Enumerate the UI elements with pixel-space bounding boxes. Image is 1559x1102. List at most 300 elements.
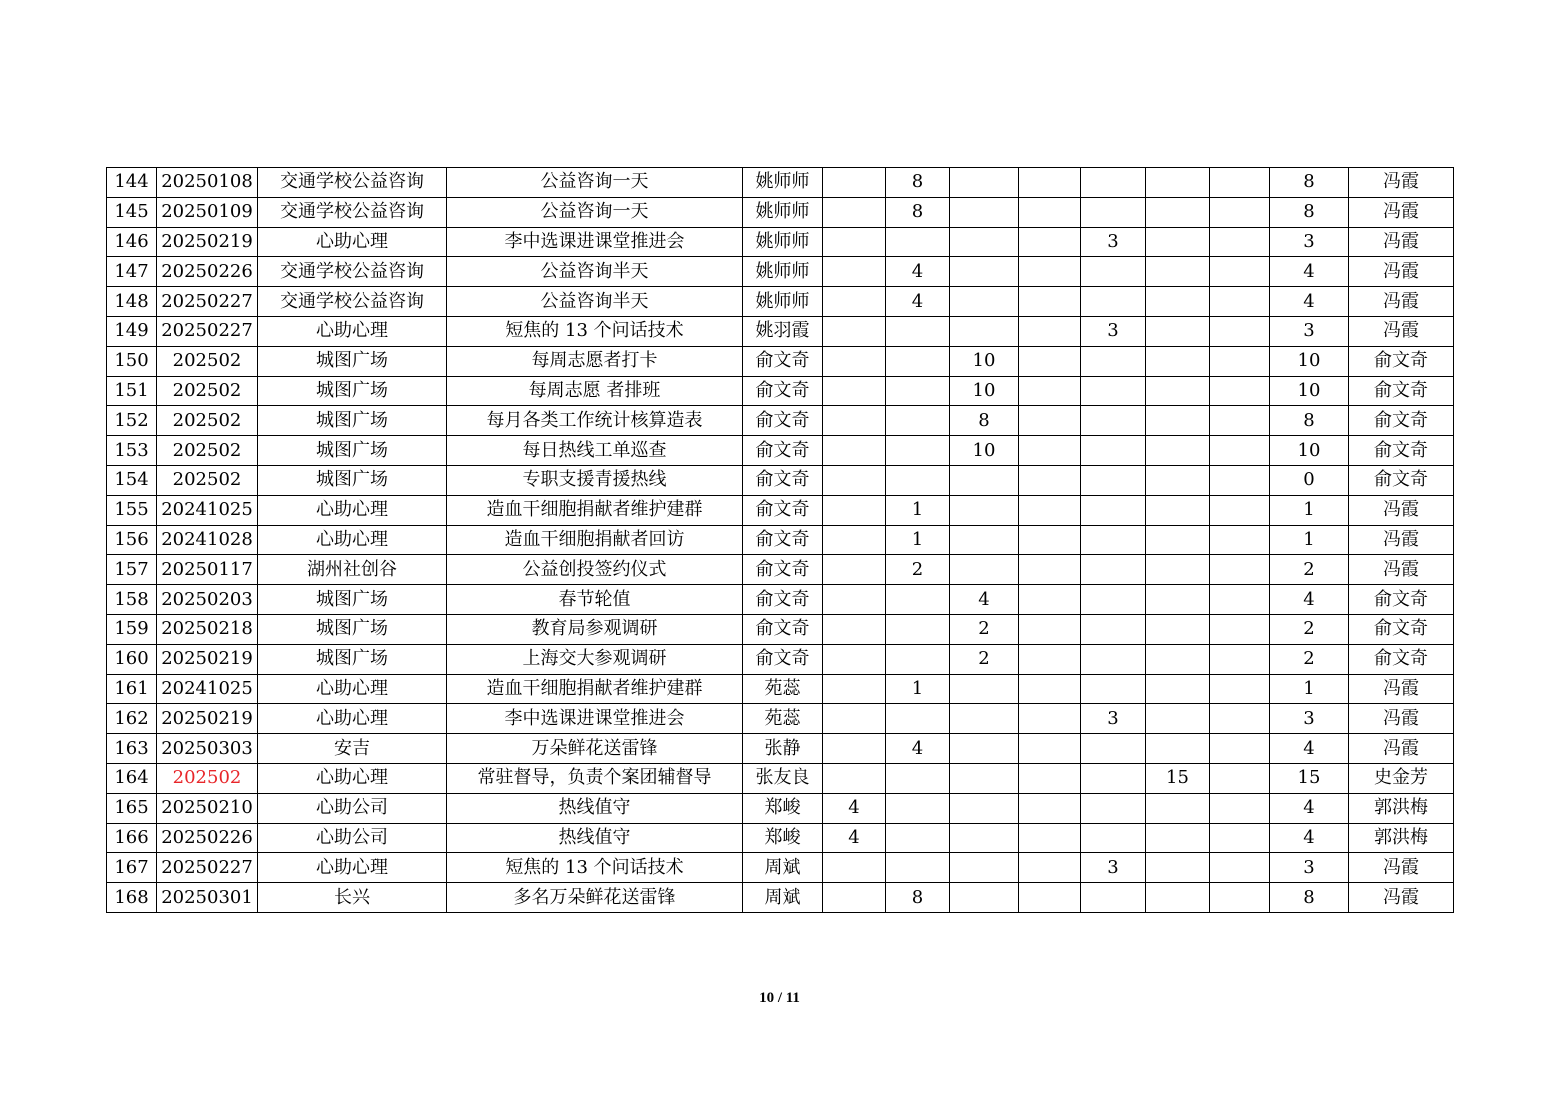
cell-volunteer: 苑蕊 (743, 704, 823, 734)
cell-date: 20250203 (157, 585, 258, 615)
cell-hours-col-7 (1210, 197, 1270, 227)
cell-hours-col-6 (1146, 287, 1210, 317)
cell-hours-col-2: 4 (886, 734, 950, 764)
cell-total-hours: 1 (1270, 525, 1349, 555)
cell-hours-col-5 (1081, 644, 1146, 674)
cell-volunteer: 周斌 (743, 883, 823, 913)
cell-date: 20241028 (157, 525, 258, 555)
cell-activity: 上海交大参观调研 (447, 644, 743, 674)
cell-reviewer: 冯霞 (1349, 197, 1454, 227)
cell-volunteer: 俞文奇 (743, 346, 823, 376)
cell-hours-col-5 (1081, 287, 1146, 317)
cell-total-hours: 8 (1270, 883, 1349, 913)
cell-volunteer: 俞文奇 (743, 436, 823, 466)
cell-date: 20250219 (157, 227, 258, 257)
cell-hours-col-3 (950, 793, 1019, 823)
cell-hours-col-3 (950, 883, 1019, 913)
cell-hours-col-6 (1146, 257, 1210, 287)
cell-hours-col-2 (886, 704, 950, 734)
cell-volunteer: 姚师师 (743, 227, 823, 257)
cell-hours-col-4 (1019, 525, 1081, 555)
cell-activity: 公益咨询半天 (447, 287, 743, 317)
cell-hours-col-6 (1146, 346, 1210, 376)
cell-date: 20250108 (157, 168, 258, 198)
cell-hours-col-5 (1081, 555, 1146, 585)
cell-hours-col-4 (1019, 644, 1081, 674)
cell-row-index: 145 (107, 197, 157, 227)
cell-hours-col-7 (1210, 763, 1270, 793)
cell-reviewer: 俞文奇 (1349, 346, 1454, 376)
cell-hours-col-3: 10 (950, 376, 1019, 406)
cell-reviewer: 俞文奇 (1349, 644, 1454, 674)
cell-hours-col-4 (1019, 585, 1081, 615)
cell-hours-col-3 (950, 555, 1019, 585)
cell-hours-col-6 (1146, 376, 1210, 406)
cell-hours-col-5 (1081, 436, 1146, 466)
cell-organization: 城图广场 (258, 585, 447, 615)
cell-total-hours: 1 (1270, 674, 1349, 704)
table-row (107, 793, 1454, 823)
cell-hours-col-5 (1081, 793, 1146, 823)
cell-date: 20250227 (157, 853, 258, 883)
cell-hours-col-1: 4 (823, 793, 886, 823)
cell-row-index: 155 (107, 495, 157, 525)
cell-activity: 热线值守 (447, 793, 743, 823)
table-row (107, 763, 1454, 793)
cell-total-hours: 10 (1270, 436, 1349, 466)
cell-reviewer: 郭洪梅 (1349, 823, 1454, 853)
cell-hours-col-1 (823, 197, 886, 227)
cell-total-hours: 2 (1270, 555, 1349, 585)
cell-hours-col-2 (886, 853, 950, 883)
cell-total-hours: 8 (1270, 168, 1349, 198)
cell-row-index: 163 (107, 734, 157, 764)
cell-row-index: 164 (107, 763, 157, 793)
cell-hours-col-4 (1019, 197, 1081, 227)
cell-activity: 每周志愿者打卡 (447, 346, 743, 376)
cell-row-index: 150 (107, 346, 157, 376)
cell-hours-col-6 (1146, 614, 1210, 644)
cell-hours-col-2 (886, 793, 950, 823)
cell-total-hours: 10 (1270, 376, 1349, 406)
cell-hours-col-5 (1081, 734, 1146, 764)
cell-row-index: 165 (107, 793, 157, 823)
cell-hours-col-3: 2 (950, 614, 1019, 644)
cell-reviewer: 冯霞 (1349, 555, 1454, 585)
cell-hours-col-3 (950, 316, 1019, 346)
cell-activity: 教育局参观调研 (447, 614, 743, 644)
cell-hours-col-7 (1210, 525, 1270, 555)
cell-date: 20250227 (157, 287, 258, 317)
cell-organization: 心助心理 (258, 763, 447, 793)
table-row (107, 346, 1454, 376)
cell-hours-col-3 (950, 674, 1019, 704)
cell-hours-col-7 (1210, 227, 1270, 257)
cell-organization: 心助心理 (258, 674, 447, 704)
cell-activity: 热线值守 (447, 823, 743, 853)
table-row (107, 525, 1454, 555)
cell-hours-col-6 (1146, 197, 1210, 227)
cell-hours-col-6 (1146, 168, 1210, 198)
cell-hours-col-2: 1 (886, 525, 950, 555)
cell-date: 20250226 (157, 257, 258, 287)
cell-hours-col-3 (950, 465, 1019, 495)
cell-hours-col-5: 3 (1081, 227, 1146, 257)
cell-reviewer: 俞文奇 (1349, 585, 1454, 615)
cell-volunteer: 郑峻 (743, 823, 823, 853)
cell-hours-col-1 (823, 316, 886, 346)
cell-hours-col-5 (1081, 763, 1146, 793)
cell-volunteer: 苑蕊 (743, 674, 823, 704)
cell-hours-col-7 (1210, 883, 1270, 913)
cell-hours-col-1 (823, 614, 886, 644)
cell-reviewer: 冯霞 (1349, 316, 1454, 346)
cell-hours-col-3 (950, 525, 1019, 555)
table-row (107, 465, 1454, 495)
page-number: 10 / 11 (759, 990, 800, 1006)
cell-activity: 造血干细胞捐献者维护建群 (447, 674, 743, 704)
cell-hours-col-6 (1146, 495, 1210, 525)
cell-hours-col-1 (823, 257, 886, 287)
table-row (107, 644, 1454, 674)
table-row (107, 316, 1454, 346)
table-row (107, 287, 1454, 317)
cell-volunteer: 俞文奇 (743, 614, 823, 644)
cell-volunteer: 俞文奇 (743, 495, 823, 525)
cell-total-hours: 3 (1270, 227, 1349, 257)
cell-hours-col-7 (1210, 644, 1270, 674)
cell-hours-col-2: 8 (886, 883, 950, 913)
cell-volunteer: 周斌 (743, 853, 823, 883)
cell-date: 20241025 (157, 674, 258, 704)
cell-total-hours: 2 (1270, 644, 1349, 674)
cell-hours-col-4 (1019, 316, 1081, 346)
cell-date: 20250301 (157, 883, 258, 913)
cell-hours-col-6 (1146, 227, 1210, 257)
cell-reviewer: 俞文奇 (1349, 406, 1454, 436)
cell-hours-col-1 (823, 585, 886, 615)
cell-hours-col-7 (1210, 704, 1270, 734)
cell-hours-col-5 (1081, 465, 1146, 495)
cell-hours-col-7 (1210, 793, 1270, 823)
cell-row-index: 161 (107, 674, 157, 704)
cell-reviewer: 冯霞 (1349, 525, 1454, 555)
cell-hours-col-5: 3 (1081, 853, 1146, 883)
cell-total-hours: 4 (1270, 257, 1349, 287)
cell-date: 20250227 (157, 316, 258, 346)
cell-hours-col-2 (886, 644, 950, 674)
cell-hours-col-1 (823, 853, 886, 883)
cell-hours-col-5 (1081, 406, 1146, 436)
cell-hours-col-4 (1019, 436, 1081, 466)
cell-reviewer: 俞文奇 (1349, 376, 1454, 406)
cell-volunteer: 张友良 (743, 763, 823, 793)
cell-reviewer: 冯霞 (1349, 734, 1454, 764)
cell-hours-col-2: 2 (886, 555, 950, 585)
cell-hours-col-3: 8 (950, 406, 1019, 436)
cell-activity: 常驻督导，负责个案团辅督导 (447, 763, 743, 793)
cell-hours-col-5: 3 (1081, 316, 1146, 346)
cell-organization: 安吉 (258, 734, 447, 764)
cell-hours-col-2 (886, 763, 950, 793)
cell-hours-col-5 (1081, 614, 1146, 644)
cell-row-index: 152 (107, 406, 157, 436)
cell-organization: 城图广场 (258, 436, 447, 466)
cell-date: 20250218 (157, 614, 258, 644)
cell-hours-col-1 (823, 168, 886, 198)
cell-total-hours: 8 (1270, 406, 1349, 436)
cell-volunteer: 俞文奇 (743, 555, 823, 585)
cell-activity: 公益咨询半天 (447, 257, 743, 287)
cell-date: 202502 (157, 376, 258, 406)
cell-hours-col-7 (1210, 614, 1270, 644)
cell-organization: 心助心理 (258, 525, 447, 555)
cell-reviewer: 冯霞 (1349, 704, 1454, 734)
cell-hours-col-1: 4 (823, 823, 886, 853)
cell-row-index: 147 (107, 257, 157, 287)
cell-hours-col-2: 4 (886, 287, 950, 317)
cell-organization: 心助心理 (258, 227, 447, 257)
cell-hours-col-1 (823, 883, 886, 913)
cell-volunteer: 俞文奇 (743, 585, 823, 615)
cell-volunteer: 俞文奇 (743, 525, 823, 555)
cell-date: 202502 (157, 436, 258, 466)
cell-date: 202502 (157, 406, 258, 436)
cell-hours-col-7 (1210, 585, 1270, 615)
cell-hours-col-7 (1210, 734, 1270, 764)
cell-activity: 李中选课进课堂推进会 (447, 227, 743, 257)
cell-total-hours: 3 (1270, 316, 1349, 346)
cell-total-hours: 15 (1270, 763, 1349, 793)
cell-hours-col-3: 10 (950, 346, 1019, 376)
table-row (107, 257, 1454, 287)
cell-organization: 长兴 (258, 883, 447, 913)
cell-reviewer: 冯霞 (1349, 287, 1454, 317)
cell-reviewer: 冯霞 (1349, 495, 1454, 525)
cell-activity: 每月各类工作统计核算造表 (447, 406, 743, 436)
cell-hours-col-6 (1146, 585, 1210, 615)
cell-hours-col-6 (1146, 555, 1210, 585)
cell-activity: 短焦的 13 个问话技术 (447, 853, 743, 883)
cell-hours-col-2: 4 (886, 257, 950, 287)
cell-total-hours: 8 (1270, 197, 1349, 227)
cell-hours-col-4 (1019, 257, 1081, 287)
cell-hours-col-2 (886, 614, 950, 644)
cell-reviewer: 俞文奇 (1349, 614, 1454, 644)
cell-row-index: 154 (107, 465, 157, 495)
cell-hours-col-7 (1210, 168, 1270, 198)
cell-organization: 交通学校公益咨询 (258, 257, 447, 287)
cell-date: 202502 (157, 465, 258, 495)
cell-hours-col-4 (1019, 287, 1081, 317)
cell-hours-col-1 (823, 763, 886, 793)
table-row (107, 376, 1454, 406)
cell-total-hours: 2 (1270, 614, 1349, 644)
cell-row-index: 168 (107, 883, 157, 913)
cell-hours-col-5 (1081, 674, 1146, 704)
cell-hours-col-6 (1146, 734, 1210, 764)
cell-row-index: 144 (107, 168, 157, 198)
cell-hours-col-4 (1019, 823, 1081, 853)
cell-hours-col-2: 1 (886, 674, 950, 704)
cell-hours-col-6 (1146, 883, 1210, 913)
cell-date: 20250303 (157, 734, 258, 764)
cell-volunteer: 姚师师 (743, 197, 823, 227)
cell-hours-col-4 (1019, 495, 1081, 525)
cell-hours-col-6 (1146, 793, 1210, 823)
cell-row-index: 159 (107, 614, 157, 644)
cell-hours-col-7 (1210, 823, 1270, 853)
cell-hours-col-1 (823, 406, 886, 436)
cell-hours-col-2 (886, 227, 950, 257)
cell-hours-col-1 (823, 555, 886, 585)
cell-hours-col-7 (1210, 376, 1270, 406)
cell-volunteer: 姚师师 (743, 168, 823, 198)
cell-hours-col-6 (1146, 525, 1210, 555)
cell-total-hours: 4 (1270, 287, 1349, 317)
cell-hours-col-7 (1210, 555, 1270, 585)
cell-hours-col-7 (1210, 436, 1270, 466)
cell-hours-col-3 (950, 853, 1019, 883)
cell-hours-col-3 (950, 197, 1019, 227)
cell-hours-col-2 (886, 465, 950, 495)
cell-volunteer: 姚羽霞 (743, 316, 823, 346)
cell-date: 20250219 (157, 644, 258, 674)
cell-hours-col-3 (950, 763, 1019, 793)
table-row (107, 197, 1454, 227)
cell-hours-col-5 (1081, 346, 1146, 376)
cell-organization: 心助心理 (258, 853, 447, 883)
cell-hours-col-3 (950, 495, 1019, 525)
cell-volunteer: 俞文奇 (743, 465, 823, 495)
cell-volunteer: 姚师师 (743, 257, 823, 287)
cell-hours-col-1 (823, 704, 886, 734)
cell-hours-col-6 (1146, 316, 1210, 346)
cell-organization: 交通学校公益咨询 (258, 287, 447, 317)
cell-reviewer: 冯霞 (1349, 853, 1454, 883)
cell-total-hours: 4 (1270, 585, 1349, 615)
cell-hours-col-5 (1081, 883, 1146, 913)
cell-hours-col-1 (823, 465, 886, 495)
cell-row-index: 149 (107, 316, 157, 346)
cell-hours-col-1 (823, 734, 886, 764)
cell-hours-col-6 (1146, 853, 1210, 883)
cell-volunteer: 俞文奇 (743, 376, 823, 406)
cell-hours-col-4 (1019, 168, 1081, 198)
cell-activity: 每日热线工单巡查 (447, 436, 743, 466)
cell-row-index: 157 (107, 555, 157, 585)
cell-hours-col-7 (1210, 465, 1270, 495)
cell-hours-col-7 (1210, 674, 1270, 704)
cell-volunteer: 郑峻 (743, 793, 823, 823)
cell-hours-col-4 (1019, 227, 1081, 257)
table-row (107, 555, 1454, 585)
cell-row-index: 153 (107, 436, 157, 466)
cell-total-hours: 3 (1270, 704, 1349, 734)
cell-organization: 心助心理 (258, 495, 447, 525)
cell-hours-col-3 (950, 257, 1019, 287)
cell-activity: 每周志愿 者排班 (447, 376, 743, 406)
cell-hours-col-2 (886, 316, 950, 346)
cell-hours-col-1 (823, 436, 886, 466)
cell-reviewer: 郭洪梅 (1349, 793, 1454, 823)
cell-hours-col-4 (1019, 614, 1081, 644)
table-row (107, 853, 1454, 883)
cell-organization: 心助心理 (258, 316, 447, 346)
cell-organization: 交通学校公益咨询 (258, 168, 447, 198)
cell-reviewer: 冯霞 (1349, 674, 1454, 704)
cell-hours-col-4 (1019, 376, 1081, 406)
cell-date: 202502 (157, 763, 258, 793)
table-row (107, 883, 1454, 913)
cell-activity: 专职支援青援热线 (447, 465, 743, 495)
cell-hours-col-3: 4 (950, 585, 1019, 615)
cell-row-index: 162 (107, 704, 157, 734)
cell-organization: 城图广场 (258, 376, 447, 406)
cell-organization: 心助心理 (258, 704, 447, 734)
cell-hours-col-4 (1019, 346, 1081, 376)
cell-hours-col-7 (1210, 853, 1270, 883)
cell-reviewer: 史金芳 (1349, 763, 1454, 793)
cell-hours-col-5 (1081, 376, 1146, 406)
cell-hours-col-1 (823, 376, 886, 406)
cell-hours-col-2 (886, 823, 950, 853)
cell-hours-col-6 (1146, 704, 1210, 734)
table-row (107, 168, 1454, 198)
cell-row-index: 160 (107, 644, 157, 674)
cell-total-hours: 10 (1270, 346, 1349, 376)
cell-hours-col-4 (1019, 853, 1081, 883)
table-row (107, 614, 1454, 644)
cell-organization: 城图广场 (258, 346, 447, 376)
cell-hours-col-4 (1019, 555, 1081, 585)
cell-row-index: 148 (107, 287, 157, 317)
cell-row-index: 166 (107, 823, 157, 853)
cell-hours-col-1 (823, 525, 886, 555)
cell-row-index: 151 (107, 376, 157, 406)
cell-hours-col-4 (1019, 734, 1081, 764)
cell-hours-col-2: 8 (886, 197, 950, 227)
cell-hours-col-1 (823, 495, 886, 525)
cell-activity: 春节轮值 (447, 585, 743, 615)
cell-hours-col-1 (823, 644, 886, 674)
cell-total-hours: 4 (1270, 823, 1349, 853)
cell-organization: 心助公司 (258, 823, 447, 853)
cell-row-index: 156 (107, 525, 157, 555)
cell-hours-col-7 (1210, 406, 1270, 436)
cell-reviewer: 冯霞 (1349, 257, 1454, 287)
cell-organization: 城图广场 (258, 644, 447, 674)
cell-hours-col-1 (823, 227, 886, 257)
cell-hours-col-6 (1146, 465, 1210, 495)
cell-hours-col-5 (1081, 495, 1146, 525)
table-row (107, 495, 1454, 525)
cell-activity: 公益咨询一天 (447, 197, 743, 227)
cell-hours-col-2 (886, 376, 950, 406)
cell-organization: 城图广场 (258, 406, 447, 436)
cell-hours-col-3 (950, 704, 1019, 734)
cell-activity: 造血干细胞捐献者回访 (447, 525, 743, 555)
cell-date: 20241025 (157, 495, 258, 525)
cell-total-hours: 1 (1270, 495, 1349, 525)
cell-activity: 公益咨询一天 (447, 168, 743, 198)
cell-hours-col-3 (950, 227, 1019, 257)
table-row (107, 734, 1454, 764)
cell-hours-col-4 (1019, 674, 1081, 704)
cell-reviewer: 冯霞 (1349, 227, 1454, 257)
cell-hours-col-2 (886, 436, 950, 466)
cell-hours-col-2: 1 (886, 495, 950, 525)
